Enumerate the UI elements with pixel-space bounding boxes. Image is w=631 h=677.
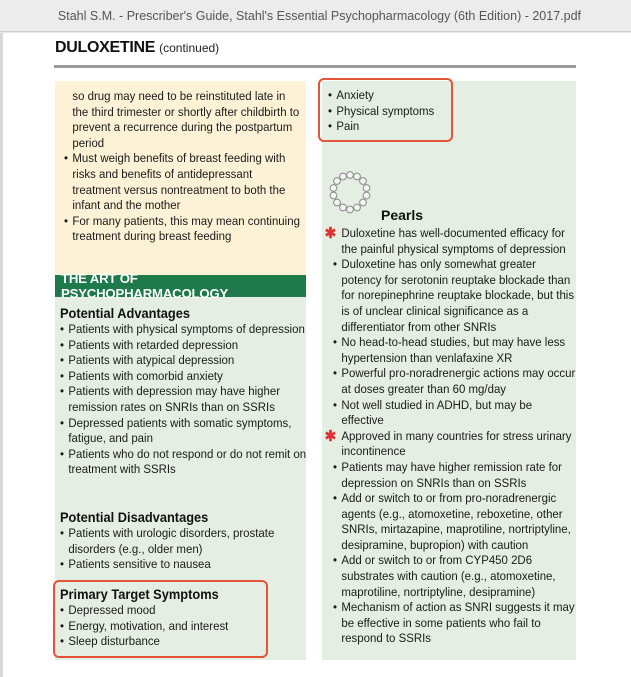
disadvantages-section <box>60 509 306 573</box>
header-rule <box>54 65 576 68</box>
list-item: • Powerful pro-noradrenergic actions may occur at doses greater than 60 mg/day <box>333 366 577 397</box>
list-item: • Patients with physical symptoms of depression <box>60 322 306 338</box>
pregnancy-text <box>64 89 301 245</box>
window-titlebar <box>0 0 631 32</box>
list-item: • Physical symptoms <box>328 104 444 120</box>
drug-name: DULOXETINE <box>55 39 156 56</box>
list-item: ✱ Duloxetine has well-documented efficacy for the painful physical symptoms of depression <box>324 225 566 256</box>
list-item: • Add or switch to or from pro-noradrenergic agents (e.g., atomoxetine, reboxetine, other SNRIs, mirtazapine, maprotiline, nortriptyline, desipramine, bupropion) with caution <box>333 491 577 553</box>
list-item: • Patients with urologic disorders, prostate disorders (e.g., older men) <box>60 526 306 557</box>
star-icon: ✱ <box>324 225 337 242</box>
target-symptoms-section <box>60 586 265 650</box>
disadvantages-heading: Potential Disadvantages <box>60 510 209 525</box>
list-item: • Patients with retarded depression <box>60 338 306 354</box>
list-item: • Patients with comorbid anxiety <box>60 369 306 385</box>
list-item: • For many patients, this may mean continuing treatment during breast feeding <box>64 214 301 245</box>
star-icon: ✱ <box>324 427 337 445</box>
list-item: • Add or switch to or from CYP450 2D6 substrates with caution (e.g., atomoxetine, maprotiline, nortriptyline, desipramine) <box>333 553 577 600</box>
list-item: • Pain <box>328 119 444 135</box>
pearls-heading: Pearls <box>381 207 424 223</box>
list-item: • Not well studied in ADHD, but may be effective <box>333 398 577 429</box>
art-banner-label: THE ART OF PSYCHOPHARMACOLOGY <box>61 271 229 301</box>
advantages-section <box>60 305 306 478</box>
list-item: ✱ Approved in many countries for stress urinary incontinence <box>324 427 572 459</box>
list-item: • Anxiety <box>328 88 444 104</box>
pregnancy-continuation: so drug may need to be reinstituted late in the third trimester or shortly after childbirth to prevent a recurrence during the postpartum period <box>72 89 300 150</box>
pearl-necklace-icon <box>328 171 372 215</box>
list-item: • Must weigh benefits of breast feeding with risks and benefits of antidepressant treatment versus nontreatment to both the infant and the mother <box>64 151 301 213</box>
list-item: • Patients with atypical depression <box>60 353 306 369</box>
list-item: • Energy, motivation, and interest <box>60 619 265 635</box>
list-item: • Patients with depression may have higher remission rates on SNRIs than on SSRIs <box>60 384 306 415</box>
list-item: • Depressed patients with somatic symptoms, fatigue, and pain <box>60 416 306 447</box>
window-title: Stahl S.M. - Prescriber's Guide, Stahl's Essential Psychopharmacology (6th Edition) - 2017.pdf <box>57 8 581 23</box>
art-banner <box>55 271 306 301</box>
list-item: • Duloxetine has only somewhat greater potency for serotonin reuptake blockade than for norepinephrine reuptake blockade, but this is of unclear clinical significance as a differentiator from other SNRIs <box>333 257 577 335</box>
list-item: • Patients sensitive to nausea <box>60 557 306 573</box>
list-item: • Sleep disturbance <box>60 634 265 650</box>
advantages-heading: Potential Advantages <box>60 306 191 321</box>
pdf-page <box>0 33 631 677</box>
continued-label: (continued) <box>159 41 220 55</box>
list-item: • No head-to-head studies, but may have less hypertension than venlafaxine XR <box>333 335 577 366</box>
target-symptoms-heading: Primary Target Symptoms <box>60 587 219 602</box>
target-symptoms-continued <box>328 88 444 135</box>
list-item: • Patients who do not respond or do not remit on treatment with SSRIs <box>60 447 306 478</box>
page-title <box>55 39 219 57</box>
list-item: • Depressed mood <box>60 603 265 619</box>
list-item: • Patients may have higher remission rate for depression on SNRIs than on SSRIs <box>333 460 577 491</box>
page-edge <box>0 33 3 677</box>
list-item: • Mechanism of action as SNRI suggests it may be effective in some patients who fail to respond to SSRIs <box>333 600 577 647</box>
pearls-list <box>324 225 577 647</box>
